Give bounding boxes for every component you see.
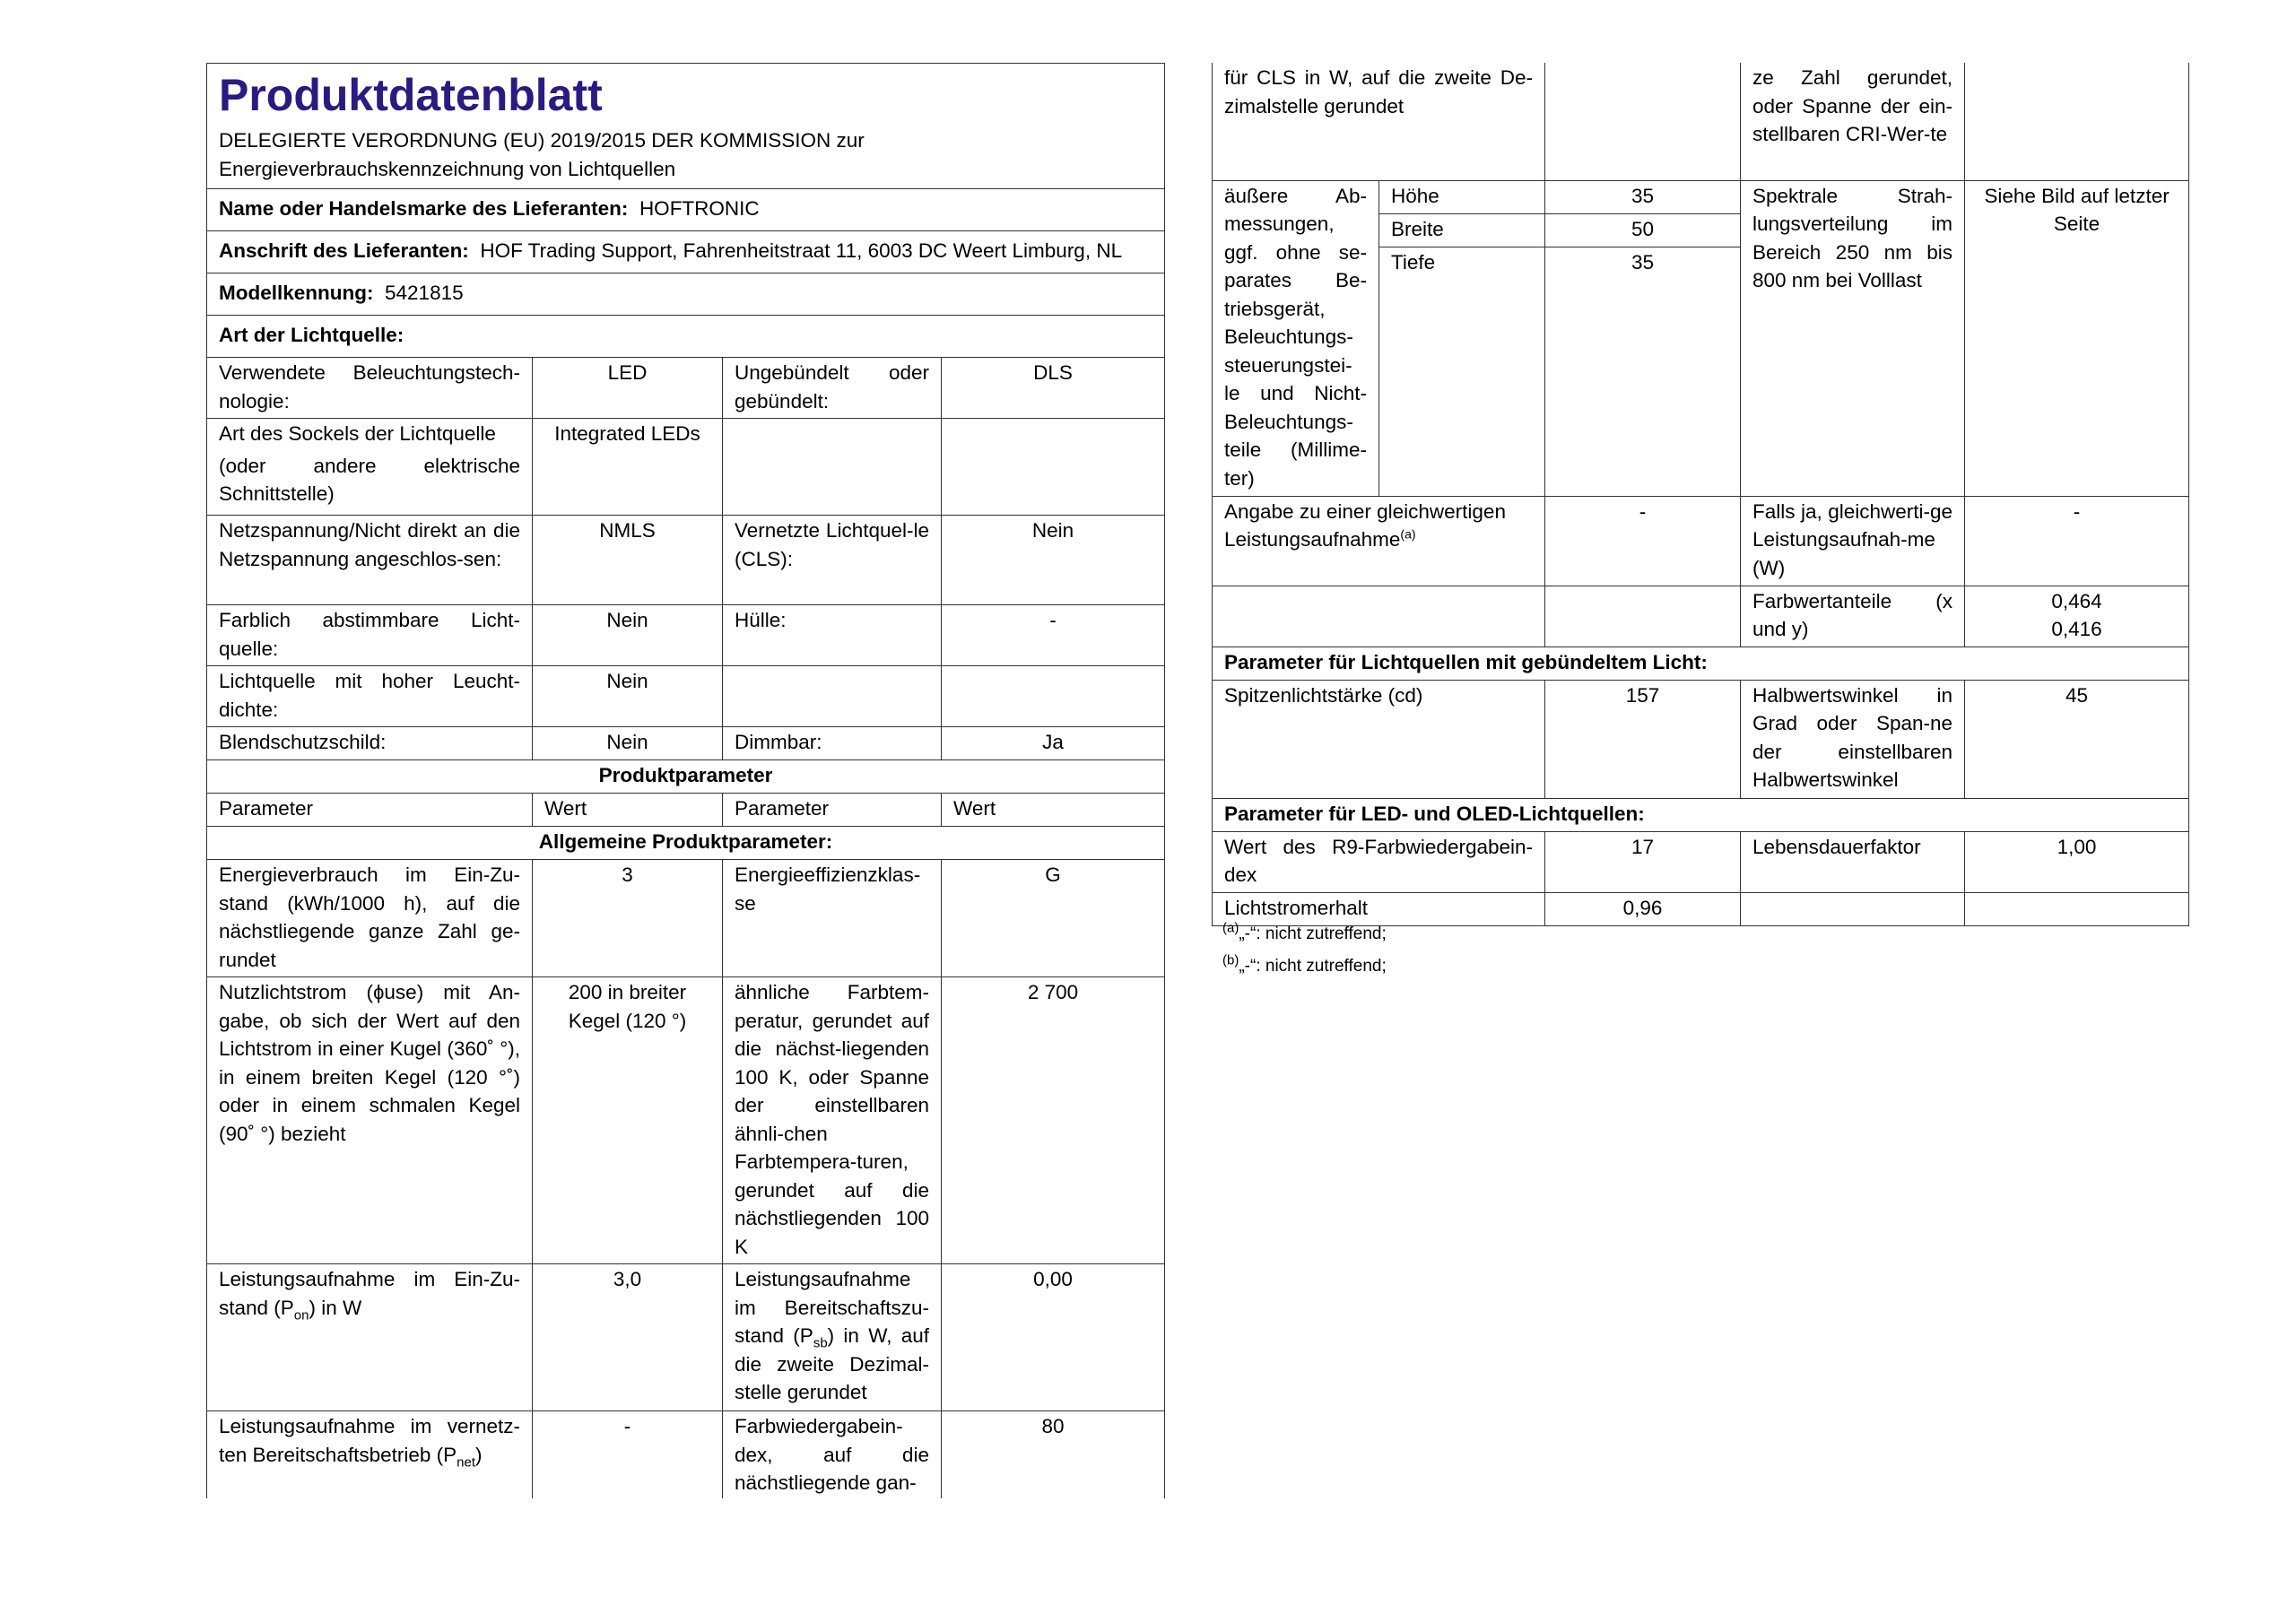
r9-label: Wert des R9-Farbwiedergabein-dex — [1213, 831, 1545, 892]
beam-angle-value: 45 — [1965, 680, 2189, 798]
anti-glare-value: Nein — [533, 727, 723, 760]
cap-type-label — [207, 419, 533, 516]
empty-cell — [1965, 892, 2189, 925]
r9-value: 17 — [1545, 831, 1741, 892]
technology-value: LED — [533, 358, 723, 419]
cls-value: Nein — [942, 516, 1165, 605]
col-header-value: Wert — [942, 794, 1165, 827]
directional-label: Ungebündelt oder gebündelt: — [723, 358, 942, 419]
depth-value: 35 — [1545, 247, 1741, 496]
energy-class-value: G — [942, 860, 1165, 977]
col-header-value: Wert — [533, 794, 723, 827]
empty-cell — [723, 666, 942, 727]
chromaticity-value: 0,464 0,416 — [1965, 586, 2189, 647]
cri-value: 80 — [942, 1411, 1165, 1498]
depth-label: Tiefe — [1379, 247, 1545, 496]
cct-value: 2 700 — [942, 977, 1165, 1264]
col-header-parameter: Parameter — [207, 794, 533, 827]
envelope-value: - — [942, 605, 1165, 666]
energy-class-label: Energieeffizienzklas-se — [723, 860, 942, 977]
energy-consumption-label: Energieverbrauch im Ein-Zu-stand (kWh/1000 h), auf die nächstliegende ganze Zahl ge-rundet — [207, 860, 533, 977]
footnote-b: $^{(b)}$„-“: nicht zutreffend; — [1222, 952, 1387, 976]
dimmable-value: Ja — [942, 727, 1165, 760]
networked-standby-label: Leistungsaufnahme im vernetz-ten Bereitschaftsbetrieb $(P_{net})$ — [207, 1411, 533, 1498]
right-datasheet-table — [1212, 63, 2189, 926]
high-luminance-label: Lichtquelle mit hoher Leucht-dichte: — [207, 666, 533, 727]
height-value: 35 — [1545, 180, 1741, 213]
peak-intensity-value: 157 — [1545, 680, 1741, 798]
envelope-label: Hülle: — [723, 605, 942, 666]
width-label: Breite — [1379, 213, 1545, 247]
technology-label: Verwendete Beleuchtungstech-nologie: — [207, 358, 533, 419]
cap-type-value: Integrated LEDs — [533, 419, 723, 516]
spectral-value: Siehe Bild auf letzter Seite — [1965, 180, 2189, 496]
empty-cell — [1545, 586, 1741, 647]
directional-params-heading: Parameter für Lichtquellen mit gebündeltem Licht: — [1213, 647, 2189, 680]
high-luminance-value: Nein — [533, 666, 723, 727]
tunable-value: Nein — [533, 605, 723, 666]
model-value: 5421815 — [385, 282, 464, 304]
width-value: 50 — [1545, 213, 1741, 247]
anti-glare-label: Blendschutzschild: — [207, 727, 533, 760]
beam-angle-label: Halbwertswinkel in Grad oder Span-ne der einstellbaren Halbwertswinkel — [1741, 680, 1965, 798]
led-params-heading: Parameter für LED- und OLED-Lichtquellen: — [1213, 798, 2189, 831]
networked-standby-value: - — [533, 1411, 723, 1498]
supplier-name-row — [207, 189, 1165, 231]
supplier-name-label: Name oder Handelsmarke des Lieferanten: — [219, 197, 629, 220]
survival-factor-value: 1,00 — [1965, 831, 2189, 892]
equivalent-power-value: - — [1545, 496, 1741, 586]
general-params-heading: Allgemeine Produktparameter: — [207, 827, 1165, 860]
survival-factor-label: Lebensdauerfaktor — [1741, 831, 1965, 892]
supplier-address-label: Anschrift des Lieferanten: — [219, 239, 469, 262]
model-row — [207, 273, 1165, 316]
regulation-text: DELEGIERTE VERORDNUNG (EU) 2019/2015 DER KOMMISSION zur Energieverbrauchskennzeichnung von Lichtquellen — [219, 129, 865, 180]
empty-cell — [1741, 892, 1965, 925]
cls-label: Vernetzte Lichtquel-le (CLS): — [723, 516, 942, 605]
luminous-flux-label: Nutzlichtstrom (ɸuse) mit An-gabe, ob sich der Wert auf den Lichtstrom in einer Kugel (360˚ °), in einem breiten Kegel (120 °˚) oder in einem schmalen Kegel (90˚ °) bezieht — [207, 977, 533, 1264]
tunable-label: Farblich abstimmbare Licht-quelle: — [207, 605, 533, 666]
cri-continued: ze Zahl gerundet, oder Spanne der ein-stellbaren CRI-Wer-te — [1741, 63, 1965, 180]
supplier-address-row — [207, 231, 1165, 273]
height-label: Höhe — [1379, 180, 1545, 213]
on-mode-power-label: Leistungsaufnahme im Ein-Zu-stand $(P_{on})$ in W — [207, 1264, 533, 1411]
cri-label: Farbwiedergabein-dex, auf die nächstliegende gan- — [723, 1411, 942, 1498]
on-mode-power-value: 3,0 — [533, 1264, 723, 1411]
empty-cell — [1545, 63, 1741, 180]
sheet-header — [207, 64, 1165, 189]
empty-cell — [1213, 586, 1545, 647]
cct-label: ähnliche Farbtem-peratur, gerundet auf die nächst-liegenden 100 K, oder Spanne der einstellbaren ähnli-chen Farbtempera-turen, gerundet auf die nächstliegenden 100 K — [723, 977, 942, 1264]
standby-power-label: Leistungsaufnahme im Bereitschaftszu-stand $(P_{sb})$ in W, auf die zweite Dezimal-stelle gerundet — [723, 1264, 942, 1411]
empty-cell — [723, 419, 942, 516]
supplier-name-value: HOFTRONIC — [639, 197, 760, 220]
type-heading: Art der Lichtquelle: — [207, 316, 1165, 358]
peak-intensity-label: Spitzenlichtstärke (cd) — [1213, 680, 1545, 798]
equivalent-power-w-label: Falls ja, gleichwerti-ge Leistungsaufnah-me (W) — [1741, 496, 1965, 586]
dimmable-label: Dimmbar: — [723, 727, 942, 760]
chromaticity-label: Farbwertanteile (x und y) — [1741, 586, 1965, 647]
luminous-flux-value: 200 in breiter Kegel (120 °) — [533, 977, 723, 1264]
empty-cell — [942, 419, 1165, 516]
left-datasheet-table — [206, 63, 1165, 1498]
standby-power-value: 0,00 — [942, 1264, 1165, 1411]
mains-label: Netzspannung/Nicht direkt an die Netzspannung angeschlos-sen: — [207, 516, 533, 605]
cap-type-text: Art des Sockels der Lichtquelle — [219, 422, 496, 445]
cls-standby-continued: für CLS in W, auf die zweite De-zimalstelle gerundet — [1213, 63, 1545, 180]
supplier-address-value: HOF Trading Support, Fahrenheitstraat 11, 6003 DC Weert Limburg, NL — [480, 239, 1123, 262]
page-title: Produktdatenblatt — [219, 70, 603, 120]
lumen-maintenance-label: Lichtstromerhalt — [1213, 892, 1545, 925]
equivalent-power-w-value: - — [1965, 496, 2189, 586]
empty-cell — [1965, 63, 2189, 180]
footnote-a: $^{(a)}$„-“: nicht zutreffend; — [1222, 920, 1387, 943]
product-params-heading: Produktparameter — [207, 760, 1165, 794]
energy-consumption-value: 3 — [533, 860, 723, 977]
dimensions-label: äußere Ab-messungen, ggf. ohne se-parates Be-triebsgerät, Beleuchtungs-steuerungstei-le und Nicht-Beleuchtungs-teile (Millime-ter) — [1213, 180, 1379, 496]
directional-value: DLS — [942, 358, 1165, 419]
equivalent-power-label: Angabe zu einer gleichwertigen Leistungsaufnahme$^{(a)}$ — [1213, 496, 1545, 586]
model-label: Modellkennung: — [219, 282, 374, 304]
empty-cell — [942, 666, 1165, 727]
lumen-maintenance-value: 0,96 — [1545, 892, 1741, 925]
col-header-parameter: Parameter — [723, 794, 942, 827]
cap-type-subtext: (oder andere elektrische Schnittstelle) — [219, 454, 520, 505]
mains-value: NMLS — [533, 516, 723, 605]
spectral-label: Spektrale Strah-lungsverteilung im Bereich 250 nm bis 800 nm bei Volllast — [1741, 180, 1965, 496]
